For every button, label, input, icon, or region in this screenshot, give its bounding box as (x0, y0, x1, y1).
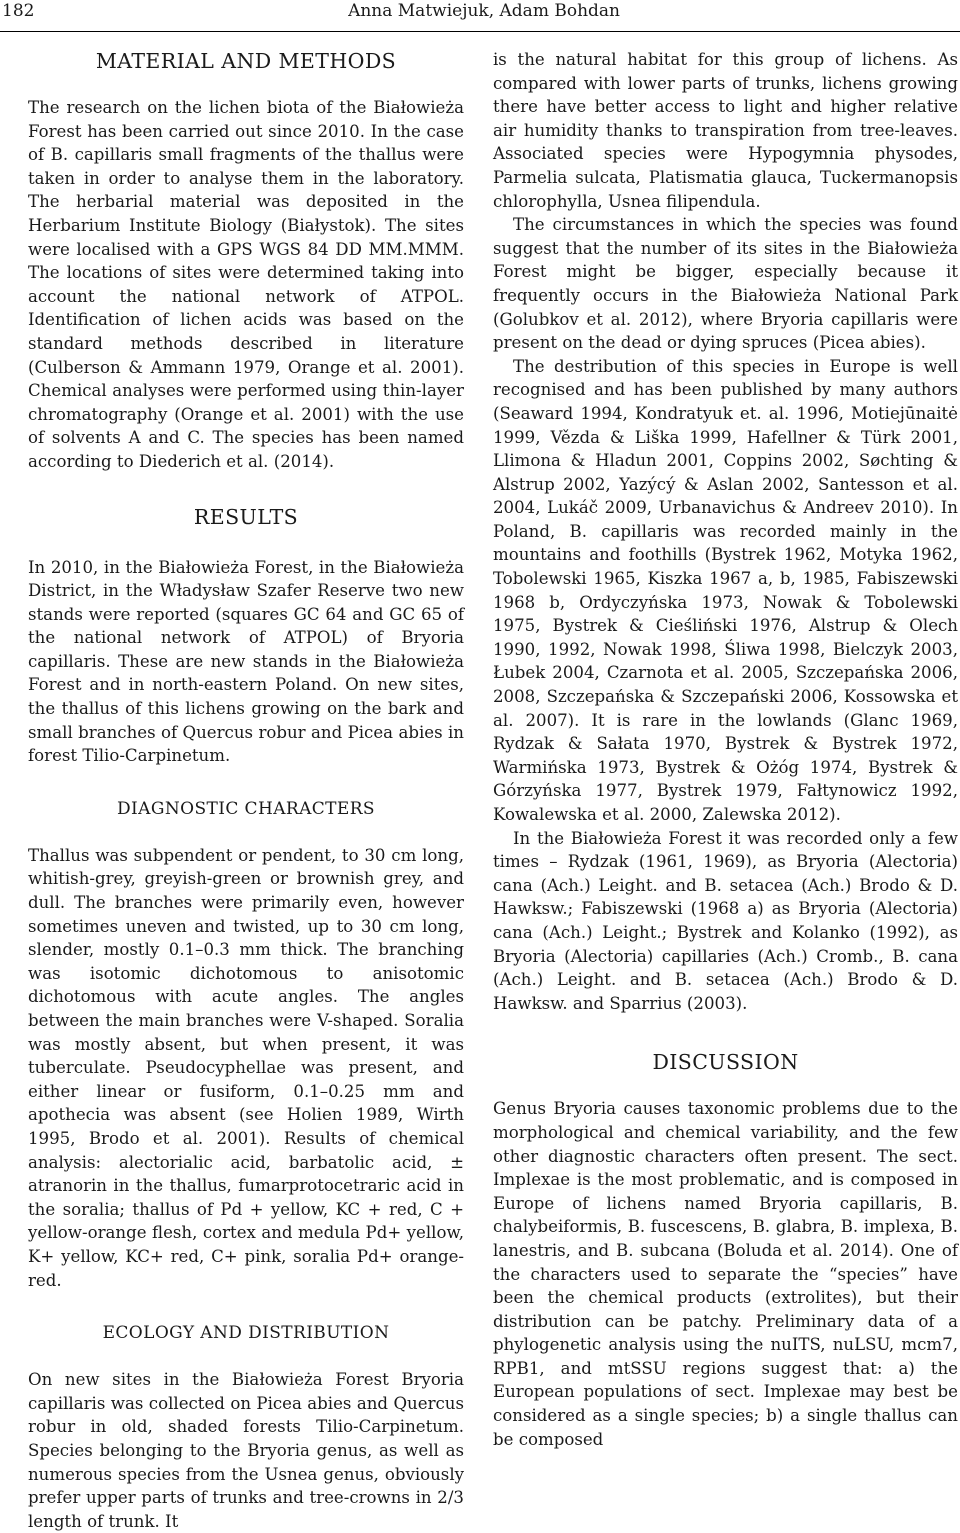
running-head-authors: Anna Matwiejuk, Adam Bohdan (348, 1, 620, 21)
section-heading-material-methods: MATERIAL AND METHODS (95, 49, 397, 73)
distribution-paragraph: The destribution of this species in Europe is well recognised and has been published by many authors (Seaward 1994, Kondratyuk et. al. 1996, Motiejūnaitė 1999, Vězda & Liška 1999, Hafellner & Türk 2001, Llimona & Hladun 2001, Coppins 2002, Søchting & Alstrup 2002, Yazýcý & Aslan 2002, Santesson et al. 2004, Lukáč 2009, Urbanavichus & Andreev 2010). In Poland, B. capillaris was recorded mainly in the mountains and foothills (Bystrek 1962, Motyka 1962, Tobolewski 1965, Kiszka 1967 a, b, 1985, Fabiszewski 1968 b, Ordyczyńska 1973, Nowak & Tobolewski 1975, Bystrek & Cieśliński 1976, Alstrup & Olech 1990, 1992, Nowak 1998, Śliwa 1998, Bielczyk 2003, Łubek 2004, Czarnota et al. 2005, Szczepańska 2006, 2008, Szczepańska & Szczepański 2006, Kossowska et al. 2007). It is rare in the lowlands (Glanc 1969, Rydzak & Sałata 1970, Bystrek & Bystrek 1972, Warmińska 1973, Bystrek & Ożóg 1974, Bystrek & Górzyńska 1977, Bystrek 1979, Fałtynowicz 1992, Kowalewska et al. 2000, Zalewska 2012). (493, 356, 958, 824)
circumstances-paragraph: The circumstances in which the species was found suggest that the number of its sites in the Białowieża Forest might be bigger, especially because it frequently occurs in the Białowieża National Park (Golubkov et al. 2012), where Bryoria capillaris were present on the dead or dying spruces (Picea abies). (493, 215, 958, 353)
left-column (28, 48, 464, 1533)
bialowieza-records-paragraph: In the Białowieża Forest it was recorded only a few times – Rydzak (1961, 1969), as Bryoria (Alectoria) cana (Ach.) Leight. and B. setacea (Ach.) Brodo & D. Hawksw.; Fabiszewski (1968 a) as Bryoria (Alectoria) cana (Ach.) Leight.; Bystrek and Kolanko (1992), as Bryoria (Alectoria) capillaries (Ach.) Cromb., B. cana (Ach.) Leight. and B. setacea (Ach.) Brodo & D. Hawksw. and Sparrius (2003). (493, 828, 958, 1013)
section-heading-discussion: DISCUSSION (652, 1050, 799, 1075)
subsection-heading-diagnostic: DIAGNOSTIC CHARACTERS (117, 798, 375, 819)
results-paragraph: In 2010, in the Białowieża Forest, in the Białowieża District, in the Władysław Szafer Reserve two new stands were reported (squares GC 64 and GC 65 of the national network of ATPOL) of Bryoria capillaris. These are new stands in the Białowieża Forest and in north-eastern Poland. On new sites, the thallus of this lichens growing on the bark and small branches of Quercus robur and Picea abies in forest Tilio-Carpinetum. (28, 557, 464, 766)
running-header (0, 0, 960, 24)
header-rule (0, 31, 960, 32)
ecology-continued-paragraph: is the natural habitat for this group of lichens. As compared with lower parts of trunks, lichens growing there have better access to light and higher relative air humidity thanks to transpiration from tree-leaves. Associated species were Hypogymnia physodes, Parmelia sulcata, Platismatia glauca, Tuckermanopsis chlorophylla, Usnea filipendula. (493, 50, 958, 211)
ecology-paragraph: On new sites in the Białowieża Forest Bryoria capillaris was collected on Picea abies and Quercus robur in old, shaded forests Tilio-Carpinetum. Species belonging to the Bryoria genus, as well as numerous species from the Usnea genus, obviously prefer upper parts of trunks and tree-crowns in 2/3 length of trunk. It (28, 1370, 464, 1531)
subsection-heading-ecology: ECOLOGY AND DISTRIBUTION (102, 1323, 390, 1344)
material-methods-paragraph: The research on the lichen biota of the Białowieża Forest has been carried out since 2010. In the case of B. capillaris small fragments of the thallus were taken in order to analyse them in the laboratory. The herbarial material was deposited in the Herbarium Institute Biology (Białystok). The sites were localised with a GPS WGS 84 DD MM.MMM. The locations of sites were determined taking into account the national network of ATPOL. Identification of lichen acids was based on the standard methods described in literature (Culberson & Ammann 1979, Orange et al. 2001). Chemical analyses were performed using thin-layer chromatography (Orange et al. 2001) with the use of solvents A and C. The species has been named according to Diederich et al. (2014). (28, 98, 464, 471)
page-number: 182 (2, 1, 35, 21)
right-column (493, 48, 958, 1451)
diagnostic-paragraph: Thallus was subpendent or pendent, to 30 cm long, whitish-grey, greyish-green or brownish grey, and dull. The branches were primarily even, however sometimes uneven and twisted, up to 30 cm long, slender, mostly 0.1–0.3 mm thick. The branching was isotomic dichotomous to anisotomic dichotomous with acute angles. The angles between the main branches were V-shaped. Soralia was mostly absent, but when present, it was tuberculate. Pseudocyphellae was present, and either linear or fusiform, 0.1–0.25 mm and apothecia was absent (see Holien 1989, Wirth 1995, Brodo et al. 2001). Results of chemical analysis: alectorialic acid, barbatolic acid, ± atranorin in the thallus, fumarprotocetraric acid in the soralia; thallus of Pd + yellow, KC + red, C + yellow-orange flesh, cortex and medula Pd+ yellow, K+ yellow, KC+ red, C+ pink, soralia Pd+ orange-red. (28, 845, 464, 1290)
section-heading-results: RESULTS (193, 504, 299, 529)
discussion-paragraph: Genus Bryoria causes taxonomic problems due to the morphological and chemical variability, and the few other diagnostic characters often present. The sect. Implexae is the most problematic, and is composed in Europe of lichens named Bryoria capillaris, B. chalybeiformis, B. fuscescens, B. glabra, B. implexa, B. lanestris, and B. subcana (Boluda et al. 2014). One of the characters used to separate the “species” have been the chemical products (extrolites), but their distribution can be patchy. Preliminary data of a phylogenetic analysis using the nuITS, nuLSU, mcm7, RPB1, and mtSSU regions suggest that: a) the European populations of sect. Implexae may best be considered as a single species; b) a single thallus can be composed (493, 1099, 958, 1449)
